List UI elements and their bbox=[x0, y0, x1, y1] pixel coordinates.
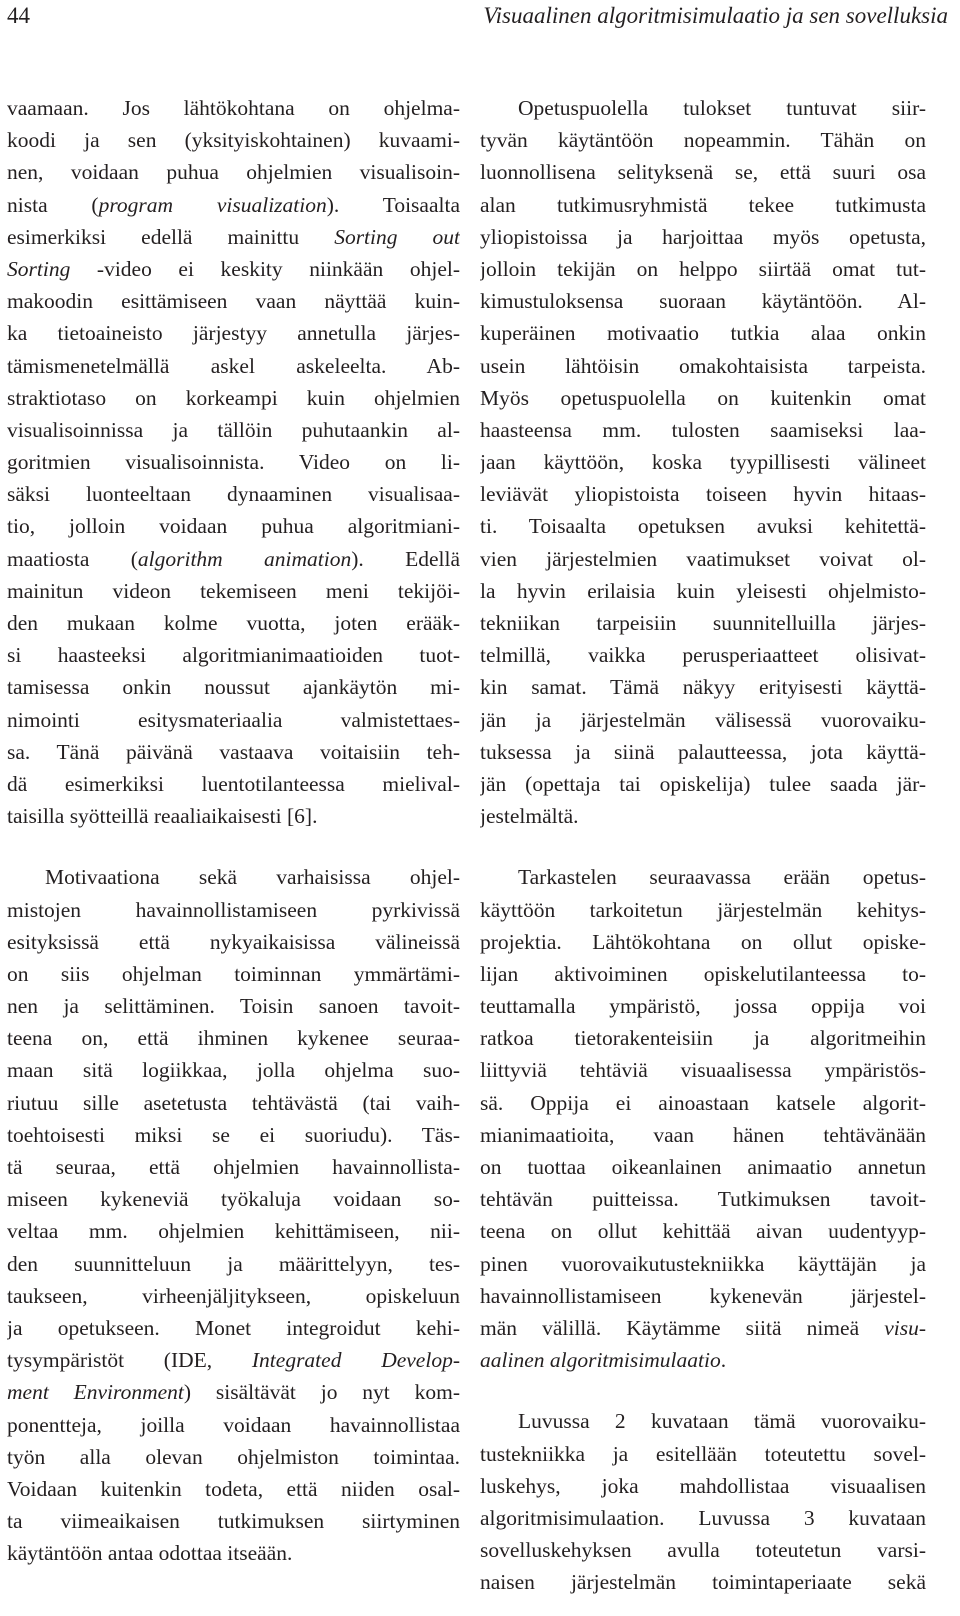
text-line: on tuottaa oikeanlainen animaatio annetun bbox=[480, 1155, 926, 1179]
text-line: ka tietoaineisto järjestyy annetulla järjes- bbox=[7, 321, 460, 346]
text-line: sä. Oppija ei ainoastaan katsele algorit- bbox=[480, 1090, 926, 1115]
text-line: mistojen havainnollistamiseen pyrkivissä bbox=[7, 897, 460, 922]
text-line: tyvän käytäntöön nopeammin. Tähän on bbox=[480, 128, 926, 153]
text-line: tehtävän puitteissa. Tutkimuksen tavoit- bbox=[480, 1187, 926, 1212]
text-line: liittyviä tehtäviä visuaalisessa ympäristös- bbox=[480, 1058, 926, 1083]
text-line: jän (opettaja tai opiskelija) tulee saada jär- bbox=[480, 771, 926, 796]
text-line: goritmien visualisoinnista. Video on li- bbox=[7, 450, 460, 475]
text-line: telmillä, vaikka perusperiaatteet olisivat- bbox=[480, 643, 926, 668]
text-line: män välillä. Käytämme siitä nimeä visu- bbox=[480, 1315, 926, 1340]
text-line: taukseen, virheenjäljitykseen, opiskeluun bbox=[7, 1283, 460, 1308]
text-line: maan sitä logiikkaa, jolla ohjelma suo- bbox=[7, 1058, 460, 1083]
text-line: miseen kykeneviä työkaluja voidaan so- bbox=[7, 1187, 460, 1212]
text-line: teuttamalla ympäristö, jossa oppija voi bbox=[480, 994, 926, 1019]
text-line: mianimaatioita, vaan hänen tehtävänään bbox=[480, 1122, 926, 1147]
text-line: työn alla olevan ohjelmiston toimintaa. bbox=[7, 1444, 460, 1469]
text-line: tio, jolloin voidaan puhua algoritmiani- bbox=[7, 514, 460, 539]
text-line: luonnollisena selityksenä se, että suuri osa bbox=[480, 160, 926, 185]
text-line: tustekniikka ja esitellään toteutettu sovel- bbox=[480, 1441, 926, 1466]
text-line: makoodin esittämiseen vaan näyttää kuin- bbox=[7, 289, 460, 314]
text-line: tä seuraa, että ohjelmien havainnollista- bbox=[7, 1155, 460, 1179]
text-line: pinen vuorovaikutustekniikka käyttäjän ja bbox=[480, 1251, 926, 1276]
text-line: ponentteja, joilla voidaan havainnollistaa bbox=[7, 1412, 460, 1437]
text-line: tamisessa onkin noussut ajankäytön mi- bbox=[7, 675, 460, 700]
text-line: vaamaan. Jos lähtökohtana on ohjelma- bbox=[7, 96, 460, 120]
text-line: lijan aktivoiminen opiskelutilanteessa to- bbox=[480, 961, 926, 986]
right-paragraph-3 bbox=[480, 1405, 926, 1598]
text-line: leviävät yliopistoista toiseen hyvin hitaas- bbox=[480, 482, 926, 507]
text-line: den suunnitteluun ja määrittelyyn, tes- bbox=[7, 1251, 460, 1276]
text-line: visualisoinnissa ja tällöin puhutaankin al- bbox=[7, 417, 460, 442]
text-line: teena on, että ihminen kykenee seuraa- bbox=[7, 1026, 460, 1051]
text-line: sa. Tänä päivänä vastaava voitaisiin teh- bbox=[7, 739, 460, 764]
text-line: ratkoa tietorakenteisiin ja algoritmeihin bbox=[480, 1026, 926, 1051]
text-line: nista (program visualization). Toisaalta bbox=[7, 192, 460, 217]
text-line: koodi ja sen (yksityiskohtainen) kuvaami- bbox=[7, 128, 460, 153]
text-line: den mukaan kolme vuotta, joten erääk- bbox=[7, 611, 460, 635]
text-line: Luvussa 2 kuvataan tämä vuorovaiku- bbox=[518, 1409, 926, 1434]
right-paragraph-2 bbox=[480, 861, 926, 1376]
text-line: sovelluskehyksen avulla toteutetun varsi- bbox=[480, 1538, 926, 1563]
text-line: tekniikan tarpeisiin suunnitelluilla järjes- bbox=[480, 611, 926, 635]
text-line: jestelmältä. bbox=[480, 804, 579, 829]
text-line: taisilla syötteillä reaaliaikaisesti [6]. bbox=[7, 804, 318, 829]
text-line: mainitun videon tekemiseen meni tekijöi- bbox=[7, 578, 460, 603]
text-line: jän ja järjestelmän välisessä vuorovaiku- bbox=[480, 707, 926, 732]
text-line: vien järjestelmien vaatimukset voivat ol- bbox=[480, 546, 926, 571]
text-line: nen ja selittäminen. Toisin sanoen tavoit- bbox=[7, 994, 460, 1019]
text-line: jaan käyttöön, koska tyypillisesti välineet bbox=[480, 450, 926, 475]
text-line: havainnollistamiseen kykenevän järjestel- bbox=[480, 1283, 926, 1308]
text-line: säksi luonteeltaan dynaaminen visualisaa- bbox=[7, 482, 460, 507]
text-line: kin samat. Tämä näkyy erityisesti käyttä- bbox=[480, 675, 926, 700]
left-paragraph-2 bbox=[7, 861, 460, 1569]
text-line: riutuu sille asetetusta tehtävästä (tai vaih- bbox=[7, 1090, 460, 1115]
text-line: ti. Toisaalta opetuksen avuksi kehitettä- bbox=[480, 514, 926, 539]
text-line: ta viimeaikaisen tutkimuksen siirtyminen bbox=[7, 1509, 460, 1534]
text-line: alan tutkimusryhmistä tekee tutkimusta bbox=[480, 192, 926, 217]
text-line: Opetuspuolella tulokset tuntuvat siir- bbox=[518, 96, 926, 120]
text-line: käytäntöön antaa odottaa itseään. bbox=[7, 1541, 293, 1566]
text-line: tämismenetelmällä askel askeleelta. Ab- bbox=[7, 353, 460, 378]
text-line: ment Environment) sisältävät jo nyt kom- bbox=[7, 1380, 460, 1405]
text-line: nimointi esitysmateriaalia valmistettaes- bbox=[7, 707, 460, 732]
text-line: Tarkastelen seuraavassa erään opetus- bbox=[518, 865, 926, 890]
text-line: käyttöön tarkoitetun järjestelmän kehitys- bbox=[480, 897, 926, 922]
text-line: si haasteeksi algoritmianimaatioiden tuot- bbox=[7, 643, 460, 668]
text-line: ja opetukseen. Monet integroidut kehi- bbox=[7, 1315, 460, 1340]
right-paragraph-1 bbox=[480, 92, 926, 832]
text-line: straktiotaso on korkeampi kuin ohjelmien bbox=[7, 385, 460, 410]
text-line: veltaa mm. ohjelmien kehittämiseen, nii- bbox=[7, 1219, 460, 1244]
left-paragraph-1 bbox=[7, 92, 460, 832]
text-line: Motivaationa sekä varhaisissa ohjel- bbox=[45, 865, 460, 890]
page-number: 44 bbox=[7, 3, 30, 28]
text-line: kimustuloksensa suoraan käytäntöön. Al- bbox=[480, 289, 926, 314]
text-line: maatiosta (algorithm animation). Edellä bbox=[7, 546, 460, 571]
text-line: esityksissä että nykyaikaisissa välineissä bbox=[7, 929, 460, 954]
right-column bbox=[480, 92, 926, 1598]
text-line: kuperäinen motivaatio tutkia alaa onkin bbox=[480, 321, 926, 346]
text-line: dä esimerkiksi luentotilanteessa mielival- bbox=[7, 771, 460, 796]
text-line: Voidaan kuitenkin todeta, että niiden osal- bbox=[7, 1476, 460, 1501]
text-line: algoritmisimulaation. Luvussa 3 kuvataan bbox=[480, 1505, 926, 1530]
text-line: on siis ohjelman toiminnan ymmärtämi- bbox=[7, 961, 460, 986]
text-line: luskehys, joka mahdollistaa visuaalisen bbox=[480, 1473, 926, 1498]
text-line: tysympäristöt (IDE, Integrated Develop- bbox=[7, 1348, 460, 1373]
text-line: aalinen algoritmisimulaatio. bbox=[480, 1348, 727, 1373]
text-line: haasteensa mm. tulosten saamiseksi laa- bbox=[480, 417, 926, 442]
text-line: usein lähtöisin omakohtaisista tarpeista. bbox=[480, 353, 926, 378]
text-line: Myös opetuspuolella on kuitenkin omat bbox=[480, 385, 926, 410]
text-line: esimerkiksi edellä mainittu Sorting out bbox=[7, 224, 460, 249]
left-column bbox=[7, 92, 460, 1569]
running-title: Visuaalinen algoritmisimulaatio ja sen sovelluksia bbox=[483, 3, 948, 28]
text-line: naisen järjestelmän toimintaperiaate sekä bbox=[480, 1570, 926, 1595]
text-line: Sorting -video ei keskity niinkään ohjel- bbox=[7, 256, 460, 281]
text-line: toehtoisesti miksi se ei suoriudu). Täs- bbox=[7, 1122, 460, 1147]
text-line: jolloin tekijän on helppo siirtää omat tut- bbox=[480, 256, 926, 281]
text-line: yliopistoissa ja harjoittaa myös opetusta, bbox=[480, 224, 926, 249]
text-line: teena on ollut kehittää aivan uudentyyp- bbox=[480, 1219, 926, 1244]
text-line: projektia. Lähtökohtana on ollut opiske- bbox=[480, 929, 926, 954]
text-line: tuksessa ja siinä palautteessa, jota käyttä- bbox=[480, 739, 926, 764]
text-line: nen, voidaan puhua ohjelmien visualisoin- bbox=[7, 160, 460, 185]
text-line: la hyvin erilaisia kuin yleisesti ohjelmisto- bbox=[480, 578, 926, 603]
page-header bbox=[7, 2, 948, 32]
